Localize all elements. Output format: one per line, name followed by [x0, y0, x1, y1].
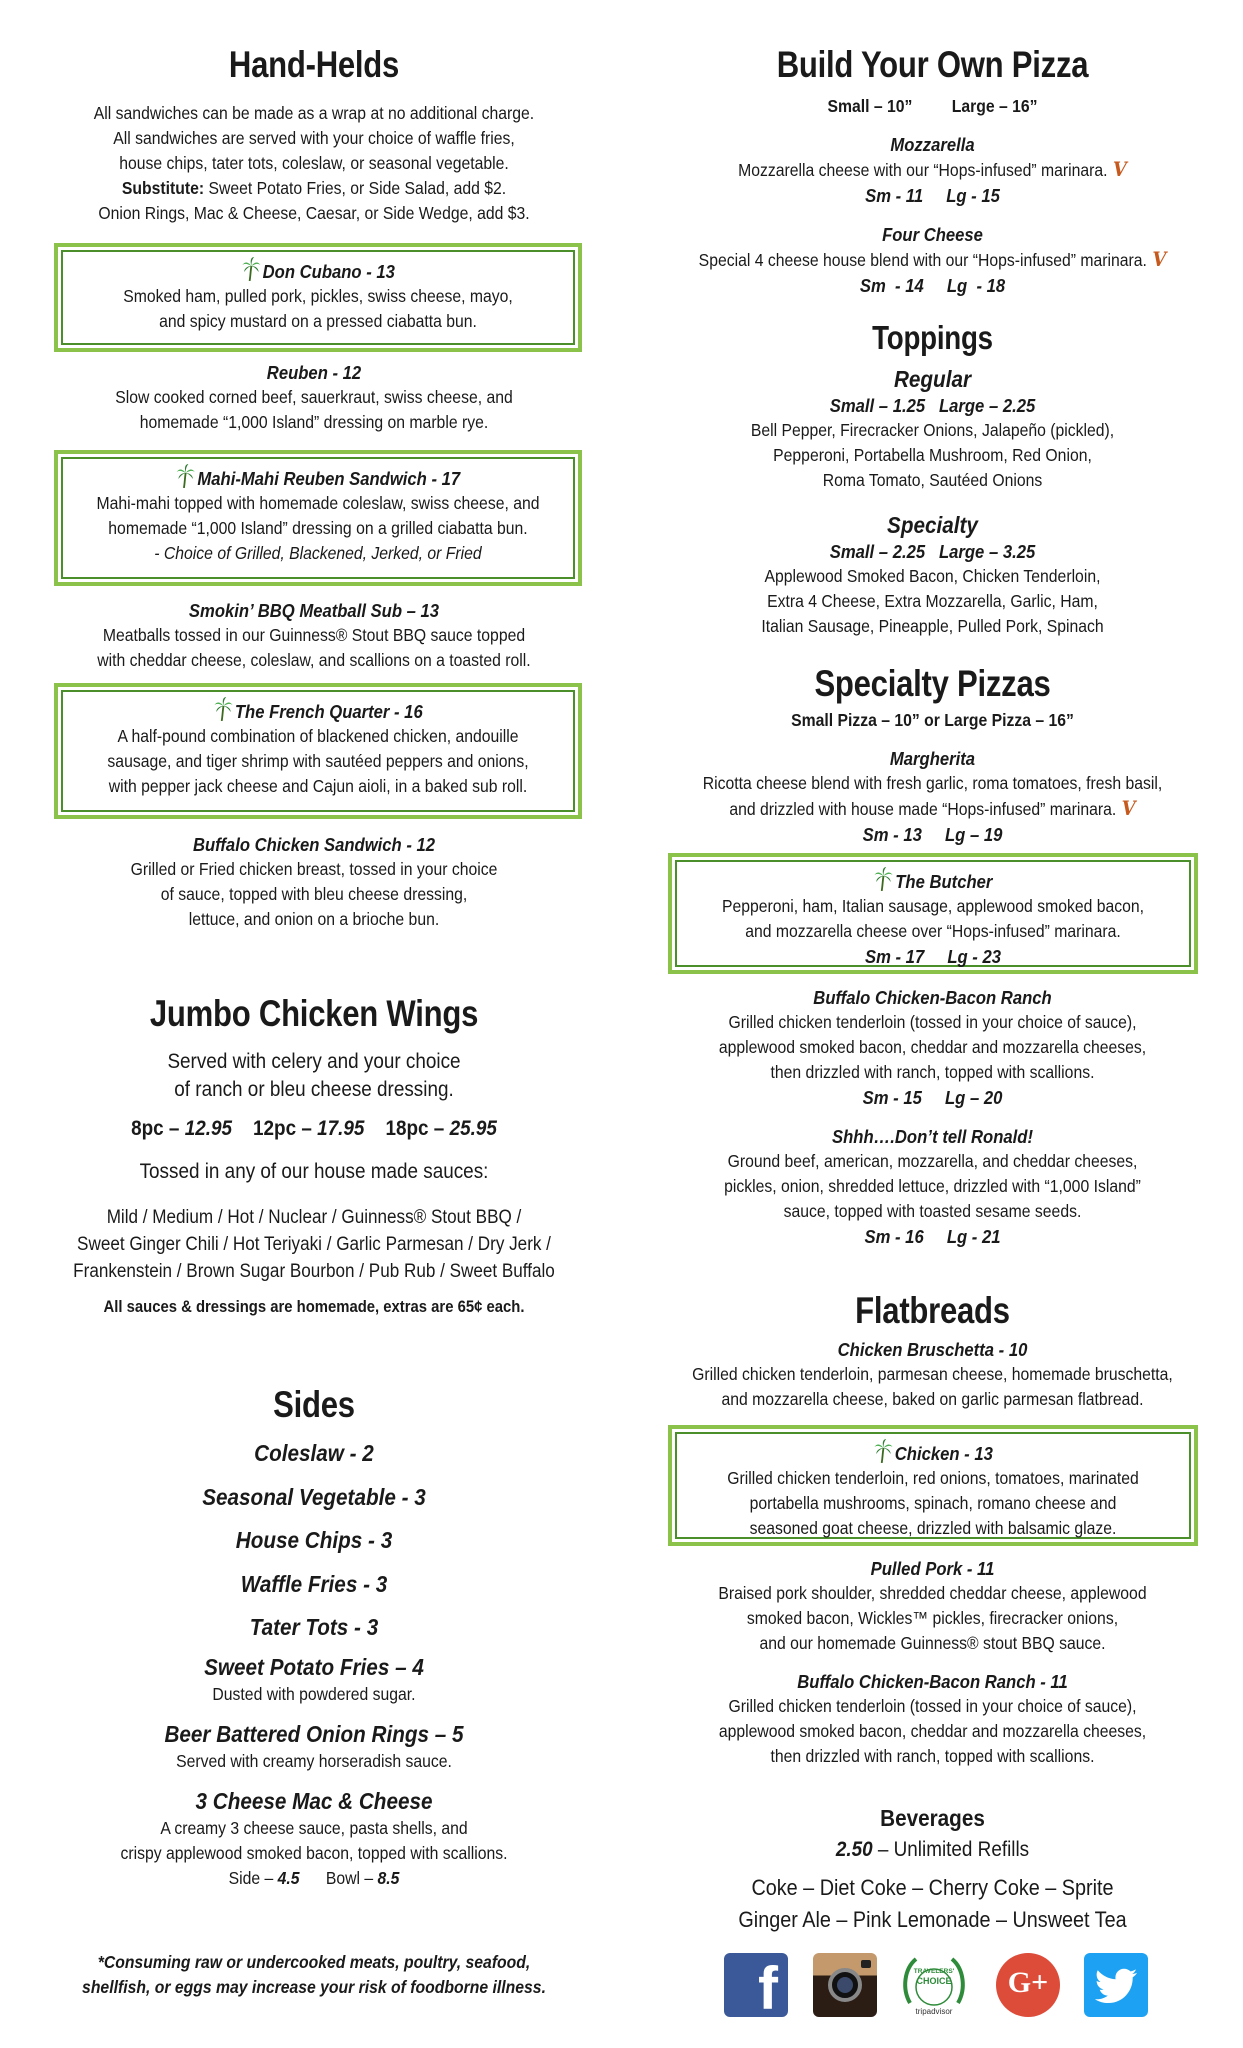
reuben-desc-1: Slow cooked corned beef, sauerkraut, swiss cheese, and	[115, 387, 513, 407]
mac-cheese-desc-1: A creamy 3 cheese sauce, pasta shells, and	[160, 1818, 468, 1838]
meatball-sub-desc-1: Meatballs tossed in our Guinness® Stout BBQ sauce topped	[102, 625, 526, 645]
pulled-pork-desc-2: smoked bacon, Wickles™ pickles, firecracker onions,	[746, 1608, 1119, 1628]
specialty-sizes: Small Pizza – 10” or Large Pizza – 16”	[791, 710, 1074, 730]
buffalo-flatbread-desc-1: Grilled chicken tenderloin (tossed in your choice of sauce),	[728, 1696, 1137, 1716]
ronald-pizza-desc-3: sauce, topped with toasted sesame seeds.	[783, 1201, 1082, 1221]
byo-title: Build Your Own Pizza	[776, 44, 1089, 85]
mahi-mahi-desc-1: Mahi-mahi topped with homemade coleslaw, swiss cheese, and	[96, 493, 540, 513]
side-item: Tater Tots - 3	[249, 1614, 379, 1640]
mac-cheese-name: 3 Cheese Mac & Cheese	[195, 1788, 433, 1814]
palm-tree-icon	[213, 697, 233, 721]
onion-rings-name: Beer Battered Onion Rings – 5	[164, 1721, 464, 1747]
vegetarian-icon: V	[1152, 247, 1167, 271]
onion-rings-desc: Served with creamy horseradish sauce.	[176, 1751, 452, 1771]
byo-sizes: Small – 10” Large – 16”	[827, 96, 1038, 116]
reuben-desc-2: homemade “1,000 Island” dressing on marble rye.	[139, 412, 489, 432]
mozzarella-name: Mozzarella	[890, 134, 975, 155]
mozzarella-desc: Mozzarella cheese with our “Hops-infused” marinara. V	[738, 157, 1127, 181]
bruschetta-name: Chicken Bruschetta - 10	[837, 1339, 1028, 1360]
french-quarter-card	[54, 683, 582, 819]
wings-tossed: Tossed in any of our house made sauces:	[139, 1160, 489, 1183]
palm-tree-icon	[176, 464, 196, 488]
pulled-pork-desc-3: and our homemade Guinness® stout BBQ sauce.	[759, 1633, 1106, 1653]
ronald-pizza-desc-2: pickles, onion, shredded lettuce, drizzled with “1,000 Island”	[724, 1176, 1141, 1196]
don-cubano-name: Don Cubano - 13	[84, 257, 552, 284]
reuben-name: Reuben - 12	[266, 362, 362, 383]
mac-cheese-desc-2: crispy applewood smoked bacon, topped with scallions.	[120, 1843, 508, 1863]
four-cheese-name: Four Cheese	[882, 224, 983, 245]
ronald-pizza-name: Shhh….Don’t tell Ronald!	[831, 1126, 1034, 1147]
buffalo-ranch-pizza-desc-2: applewood smoked bacon, cheddar and mozzarella cheeses,	[718, 1037, 1147, 1057]
chicken-flatbread-desc-2: portabella mushrooms, spinach, romano cheese and	[749, 1493, 1117, 1513]
buffalo-sandwich-desc-3: lettuce, and onion on a brioche bun.	[188, 909, 440, 929]
french-quarter-desc-3: with pepper jack cheese and Cajun aioli, in a baked sub roll.	[108, 776, 528, 796]
side-item: Seasonal Vegetable - 3	[202, 1483, 426, 1510]
meatball-sub-desc-2: with cheddar cheese, coleslaw, and scallions on a toasted roll.	[97, 650, 531, 670]
wings-desc-2: of ranch or bleu cheese dressing.	[174, 1078, 454, 1101]
handhelds-substitute-2: Onion Rings, Mac & Cheese, Caesar, or Side Wedge, add $3.	[98, 203, 530, 223]
tripadvisor-icon[interactable]: TRAVELERS' CHOICE tripadvisor	[900, 1951, 968, 2019]
french-quarter-desc-2: sausage, and tiger shrimp with sautéed peppers and onions,	[107, 751, 529, 771]
don-cubano-desc-1: Smoked ham, pulled pork, pickles, swiss cheese, mayo,	[123, 286, 513, 306]
buffalo-flatbread-name: Buffalo Chicken-Bacon Ranch - 11	[797, 1671, 1068, 1692]
flatbreads-title: Flatbreads	[855, 1290, 1010, 1331]
toppings-regular-name: Regular	[893, 366, 972, 392]
meatball-sub-name: Smokin’ BBQ Meatball Sub – 13	[188, 600, 440, 621]
toppings-specialty-name: Specialty	[887, 512, 978, 538]
french-quarter-name: The French Quarter - 16	[84, 697, 552, 724]
pulled-pork-desc-1: Braised pork shoulder, shredded cheddar cheese, applewood	[718, 1583, 1147, 1603]
margherita-prices: Sm - 13 Lg – 19	[862, 824, 1003, 845]
twitter-icon[interactable]	[1084, 1953, 1148, 2017]
specialty-title: Specialty Pizzas	[814, 663, 1051, 704]
wings-prices: 8pc – 12.95 12pc – 17.95 18pc – 25.95	[131, 1117, 497, 1140]
butcher-prices: Sm - 17 Lg - 23	[864, 946, 1002, 967]
mahi-mahi-desc-2: homemade “1,000 Island” dressing on a grilled ciabatta bun.	[108, 518, 528, 538]
four-cheese-prices: Sm - 14 Lg - 18	[859, 275, 1006, 296]
buffalo-sandwich-name: Buffalo Chicken Sandwich - 12	[192, 834, 436, 855]
don-cubano-card	[54, 243, 582, 352]
beverages-title: Beverages	[880, 1805, 985, 1831]
buffalo-ranch-pizza-prices: Sm - 15 Lg – 20	[862, 1087, 1003, 1108]
mahi-mahi-name: Mahi-Mahi Reuben Sandwich - 17	[84, 464, 552, 491]
handhelds-title: Hand-Helds	[228, 44, 400, 85]
wings-sauces-2: Sweet Ginger Chili / Hot Teriyaki / Garlic Parmesan / Dry Jerk /	[77, 1234, 551, 1255]
don-cubano-desc-2: and spicy mustard on a pressed ciabatta bun.	[159, 311, 477, 331]
chicken-flatbread-card	[668, 1425, 1198, 1546]
buffalo-flatbread-desc-3: then drizzled with ranch, topped with scallions.	[770, 1746, 1095, 1766]
bruschetta-desc-2: and mozzarella cheese, baked on garlic parmesan flatbread.	[721, 1389, 1144, 1409]
mac-cheese-prices: Side – 4.5 Bowl – 8.5	[228, 1868, 400, 1888]
ronald-pizza-desc-1: Ground beef, american, mozzarella, and cheddar cheeses,	[727, 1151, 1138, 1171]
beverages-price: 2.50 – Unlimited Refills	[835, 1838, 1030, 1861]
side-item: House Chips - 3	[235, 1527, 393, 1553]
chicken-flatbread-desc-3: seasoned goat cheese, drizzled with balsamic glaze.	[749, 1518, 1117, 1538]
toppings-regular-price: Small – 1.25 Large – 2.25	[829, 395, 1036, 416]
buffalo-sandwich-desc-2: of sauce, topped with bleu cheese dressing,	[160, 884, 468, 904]
sweet-potato-name: Sweet Potato Fries – 4	[204, 1654, 424, 1680]
side-item: Waffle Fries - 3	[240, 1570, 388, 1597]
chicken-flatbread-desc-1: Grilled chicken tenderloin, red onions, tomatoes, marinated	[727, 1468, 1139, 1488]
four-cheese-desc: Special 4 cheese house blend with our “Hops-infused” marinara. V	[698, 247, 1167, 271]
bruschetta-desc-1: Grilled chicken tenderloin, parmesan cheese, homemade bruschetta,	[692, 1364, 1173, 1384]
wings-desc-1: Served with celery and your choice	[167, 1050, 461, 1073]
mozzarella-prices: Sm - 11 Lg - 15	[865, 185, 1000, 206]
wings-sauces-1: Mild / Medium / Hot / Nuclear / Guinness® Stout BBQ /	[106, 1207, 522, 1228]
french-quarter-desc-1: A half-pound combination of blackened chicken, andouille	[117, 726, 519, 746]
beverages-list-2: Ginger Ale – Pink Lemonade – Unsweet Tea	[738, 1907, 1127, 1932]
vegetarian-icon: V	[1112, 157, 1127, 181]
handhelds-intro-3: house chips, tater tots, coleslaw, or seasonal vegetable.	[119, 153, 509, 173]
instagram-icon[interactable]	[813, 1953, 877, 2017]
vegetarian-icon: V	[1121, 796, 1136, 820]
ronald-pizza-prices: Sm - 16 Lg - 21	[864, 1226, 1001, 1247]
pulled-pork-name: Pulled Pork - 11	[870, 1558, 995, 1579]
handhelds-substitute: Substitute: Sweet Potato Fries, or Side Salad, add $2.	[121, 178, 507, 198]
buffalo-ranch-pizza-desc-3: then drizzled with ranch, topped with scallions.	[770, 1062, 1095, 1082]
palm-tree-icon	[241, 257, 261, 281]
butcher-name: The Butcher	[698, 867, 1168, 894]
buffalo-sandwich-desc-1: Grilled or Fried chicken breast, tossed in your choice	[130, 859, 498, 879]
handhelds-intro-1: All sandwiches can be made as a wrap at no additional charge.	[93, 103, 535, 123]
toppings-specialty-list-1: Applewood Smoked Bacon, Chicken Tenderloin,	[764, 566, 1101, 586]
google-plus-icon[interactable]: G+	[996, 1953, 1060, 2017]
toppings-regular-list-1: Bell Pepper, Firecracker Onions, Jalapeño (pickled),	[750, 420, 1115, 440]
side-item: Coleslaw - 2	[254, 1440, 374, 1466]
butcher-desc-2: and mozzarella cheese over “Hops-infused” marinara.	[745, 921, 1121, 941]
sides-title: Sides	[273, 1384, 355, 1425]
wings-title: Jumbo Chicken Wings	[149, 993, 479, 1034]
mahi-mahi-card	[54, 450, 582, 586]
chicken-flatbread-name: Chicken - 13	[698, 1439, 1168, 1466]
butcher-card	[668, 853, 1198, 974]
buffalo-ranch-pizza-name: Buffalo Chicken-Bacon Ranch	[813, 987, 1052, 1008]
wings-sauces-3: Frankenstein / Brown Sugar Bourbon / Pub Rub / Sweet Buffalo	[73, 1261, 555, 1282]
margherita-name: Margherita	[889, 748, 976, 769]
buffalo-flatbread-desc-2: applewood smoked bacon, cheddar and mozzarella cheeses,	[718, 1721, 1147, 1741]
margherita-desc-2: and drizzled with house made “Hops-infused” marinara. V	[729, 796, 1136, 820]
toppings-specialty-list-3: Italian Sausage, Pineapple, Pulled Pork, Spinach	[761, 616, 1104, 636]
toppings-specialty-price: Small – 2.25 Large – 3.25	[829, 541, 1036, 562]
sweet-potato-desc: Dusted with powdered sugar.	[212, 1684, 416, 1704]
beverages-list-1: Coke – Diet Coke – Cherry Coke – Sprite	[751, 1875, 1114, 1900]
margherita-desc-1: Ricotta cheese blend with fresh garlic, roma tomatoes, fresh basil,	[702, 773, 1163, 793]
butcher-desc-1: Pepperoni, ham, Italian sausage, applewood smoked bacon,	[721, 896, 1145, 916]
palm-tree-icon	[874, 867, 894, 891]
disclaimer-1: *Consuming raw or undercooked meats, poultry, seafood,	[97, 1952, 531, 1972]
disclaimer-2: shellfish, or eggs may increase your risk of foodborne illness.	[82, 1977, 546, 1997]
mahi-mahi-note: - Choice of Grilled, Blackened, Jerked, or Fried	[154, 543, 482, 563]
wings-note: All sauces & dressings are homemade, extras are 65¢ each.	[103, 1298, 525, 1316]
toppings-title: Toppings	[872, 319, 993, 356]
toppings-regular-list-3: Roma Tomato, Sautéed Onions	[822, 470, 1043, 490]
facebook-icon[interactable]: f	[724, 1953, 788, 2017]
toppings-regular-list-2: Pepperoni, Portabella Mushroom, Red Onion,	[773, 445, 1092, 465]
palm-tree-icon	[873, 1439, 893, 1463]
handhelds-intro-2: All sandwiches are served with your choice of waffle fries,	[113, 128, 515, 148]
toppings-specialty-list-2: Extra 4 Cheese, Extra Mozzarella, Garlic, Ham,	[767, 591, 1098, 611]
buffalo-ranch-pizza-desc-1: Grilled chicken tenderloin (tossed in your choice of sauce),	[728, 1012, 1137, 1032]
